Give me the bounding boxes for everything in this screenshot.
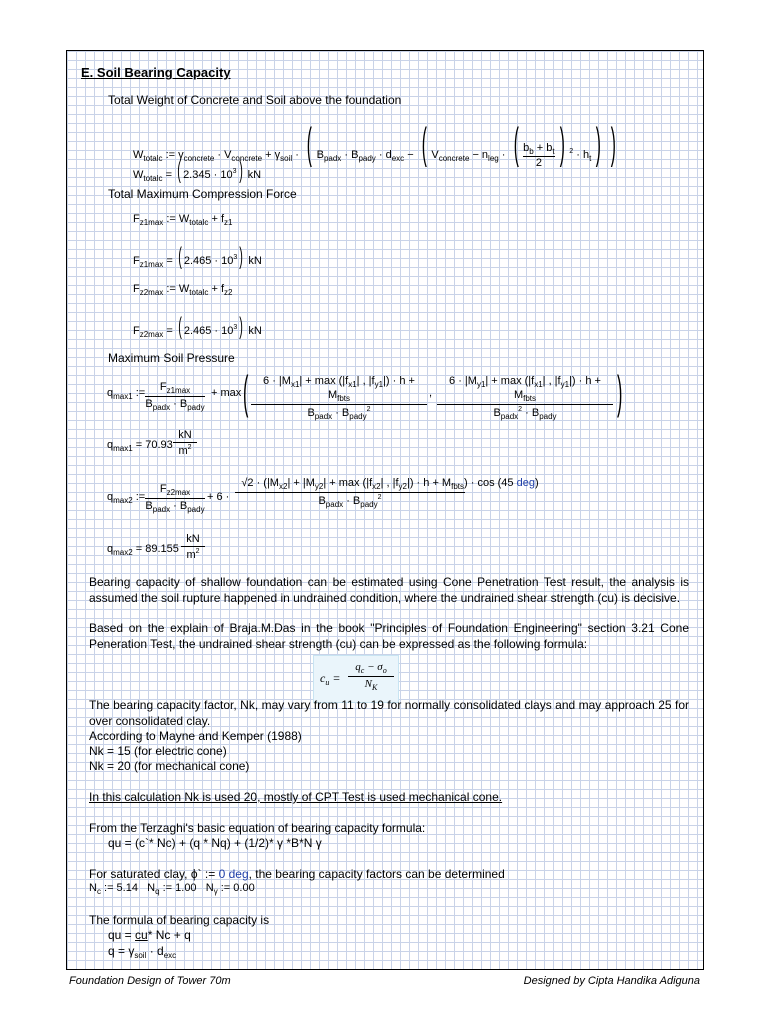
qu-formula: qu = cu* Nc + q [108,928,191,942]
terzaghi-equation: qu = (c`* Nc) + (q * Nq) + (1/2)* γ *B*N γ [108,836,322,850]
q-formula: $q = \gamma_{soil} \cdot d_{exc}$ [108,944,177,960]
ref-mayne: According to Mayne and Kemper (1988) [89,729,302,743]
bearing-factors: $N_c$ := 5.14 $N_q$ := 1.00 $N_\gamma$ := 0.00 [89,882,255,896]
w-total-result: $W_{totalc}$ = ( $2.345 \cdot 10^3$) kN [133,157,262,184]
formula-intro: The formula of bearing capacity is [89,913,270,927]
terzaghi-intro: From the Terzaghi's basic equation of bearing capacity formula: [89,821,426,835]
nk-mechanical: Nk = 20 (for mechanical cone) [89,759,250,773]
fz1-formula: $F_{z1max}$ := $W_{totalc} + f_{z1}$ [133,213,233,227]
fz1-result: $F_{z1max}$ = ( $2.465 \cdot 10^3$) kN [133,243,262,270]
heading-pressure: Maximum Soil Pressure [108,351,235,365]
section-title: E. Soil Bearing Capacity [81,65,231,80]
worksheet: E. Soil Bearing Capacity Total Weight of Concrete and Soil above the foundation $W_{totalc}$ := $\gamma_{concrete} \cdot V_{concrete} + \gamma_{soil}$ · ( $B_{padx} \cdot B_{pady} \cdot d_{exc}$ − ( $V_{concrete} - n_{leg}$ · ( $\frac{b_b + b_t}{2}$ ) $^2 \cdot h_t$ ) ) $W_{totalc}$ = ( $2.345 \cdot 10^3$) kN Total Maximum Compression Force $F_{z1max}$ := $W_{totalc} + f_{z1}$ $F_{z1max}$ = ( $2.465 \cdot 10^3$) kN $F_{z2max}$ := $W_{totalc} + f_{z2}$ $F_{z2max}$ = ( $2.465 \cdot 10^3$) kN Maximum Soil Pressure $q_{max1}$ := $F_{z1max}$ $B_{padx} \cdot B_{pady}$ + max ( $6 \cdot |M_{x1}| + \max (|f_{x1}|$ , $|f_{y1}|) \cdot h + M_{fbts}$ $B_{padx} \cdot B_{pady}^2$ , $6 \cdot |M_{y1}| + \max (|f_{x1}|$ , $|f_{y1}|) \cdot h + M_{fbts}$ $B_{padx}^2 \cdot B_{pady}$ ) $q_{max1} = 70.93$ kN $m^2$ $q_{max2}$ := $F_{z2max}$ $B_{padx} \cdot B_{pady}$ + 6 · $√2 \cdot (|M_{x2}| + |M_{y2}| + \max (|f_{x2}|$ , $|f_{y2}|) \cdot h + M_{fbts}) \cdot \cos (45$ deg) $B_{padx} \cdot B_{pady}^2$ $q_{max2} = 89.155$ kN $m^2$ Bearing capacity of shallow foundation can be estimated using Cone Penetration Test result, the analysis is assumed the soil rupture happened in undrained condition, where the undrained shear strength (cu) is decisive. Based on the explain of Braja.M.Das in the book "Principles of Foundation Engineering" section 3.21 Cone Peneration Test, the undrained shear strength (cu) can be expressed as the following formula: $c_u$ = $q_c - \sigma_o$ $N_K$ The bearing capacity factor, Nk, may vary from 11 to 19 for normally consolidated clays and may approach 25 for over consolidated clay. According to Mayne and Kemper (1988) Nk = 15 (for electric cone) Nk = 20 (for mechanical cone) In this calculation Nk is used 20, mostly of CPT Test is used mechanical cone. From the Terzaghi's basic equation of bearing capacity formula: qu = (c`* Nc) + (q * Nq) + (1/2)* γ *B*N γ For saturated clay, ϕ` := 0 deg, the bearing capacity factors can be determined $N_c$ := 5.14 $N_q$ := 1.00 $N_\gamma$ := 0.00 The formula of bearing capacity is qu = cu* Nc + q $q = \gamma_{soil} \cdot d_{exc}$ [66,50,704,970]
para-nk: The bearing capacity factor, Nk, may vary from 11 to 19 for normally consolidated clays and may approach 25 for over consolidated clay. [89,698,689,728]
fz2-result: $F_{z2max}$ = ( $2.465 \cdot 10^3$) kN [133,313,262,340]
para-cpt: Bearing capacity of shallow foundation can be estimated using Cone Penetration Test result, the analysis is assumed the soil rupture happened in undrained condition, where the undrained shear strength (cu) is decisive. [89,575,689,605]
nk-electric: Nk = 15 (for electric cone) [89,744,227,758]
clay-line: For saturated clay, ϕ` := 0 deg, the bearing capacity factors can be determined [89,867,505,881]
cu-formula-image: $c_u$ = $q_c - \sigma_o$ $N_K$ [313,655,399,703]
heading-compression: Total Maximum Compression Force [108,187,297,201]
heading-weight: Total Weight of Concrete and Soil above the foundation [108,93,402,107]
w-total-formula: $W_{totalc}$ := $\gamma_{concrete} \cdot V_{concrete} + \gamma_{soil}$ · ( $B_{padx} \cdot B_{pady} \cdot d_{exc}$ − ( $V_{concrete} - n_{leg}$ · ( $\frac{b_b + b_t}{2}$ ) $^2 \cdot h_t$ ) ) [133,119,616,169]
footer-designer: Designed by Cipta Handika Adiguna [523,975,700,987]
note-nk: In this calculation Nk is used 20, mostly of CPT Test is used mechanical cone. [89,790,503,804]
fz2-formula: $F_{z2max}$ := $W_{totalc} + f_{z2}$ [133,283,233,297]
footer-project: Foundation Design of Tower 70m [69,975,231,987]
para-das: Based on the explain of Braja.M.Das in the book "Principles of Foundation Engineering" section 3.21 Cone Peneration Test, the undrained shear strength (cu) can be expressed as the following formula: [89,621,689,651]
